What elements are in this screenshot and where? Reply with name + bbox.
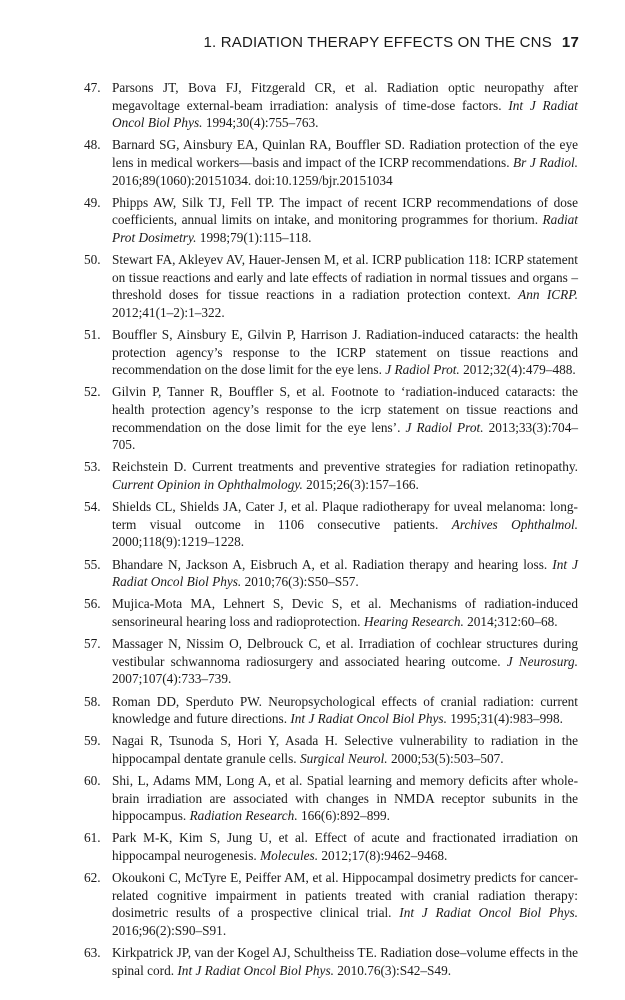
reference-details: 1998;79(1):115–118. <box>199 229 312 245</box>
reference-details: 2013;33(3):704–705. <box>112 419 579 453</box>
reference-text: Shi, L, Adams MM, Long A, et al. Spatial learning and memory deficits after whole-brain irradiation are associated with changes in NMDA receptor subunits in the hippocampus. <box>112 773 578 824</box>
reference-item <box>84 326 578 379</box>
reference-journal: Int J Radiat Oncol Biol Phys. <box>399 905 579 921</box>
chapter-title: 1. RADIATION THERAPY EFFECTS ON THE CNS <box>203 34 552 51</box>
reference-text: Roman DD, Sperduto PW. Neuropsychological effects of cranial radiation: current knowledge and future directions. <box>112 693 578 727</box>
reference-journal: Int J Radiat Oncol Biol Phys. <box>112 97 579 131</box>
reference-journal: Archives Ophthalmol. <box>451 516 578 532</box>
reference-journal: Current Opinion in Ophthalmology. <box>112 477 303 493</box>
reference-item <box>84 136 578 189</box>
reference-journal: Ann ICRP. <box>518 287 578 303</box>
reference-number: 61. <box>84 830 101 846</box>
reference-item <box>84 829 578 864</box>
reference-number: 54. <box>84 499 101 515</box>
reference-details: 2012;41(1–2):1–322. <box>112 304 225 320</box>
reference-journal: Int J Radiat Oncol Biol Phys. <box>290 711 447 727</box>
reference-journal: Int J Radiat Oncol Biol Phys. <box>177 962 334 978</box>
reference-text: Phipps AW, Silk TJ, Fell TP. The impact of recent ICRP recommendations of dose coefficients, annual limits on intake, and monitoring programmes for thorium. <box>112 194 578 228</box>
reference-item <box>84 458 578 493</box>
reference-item <box>84 79 578 132</box>
running-header <box>203 34 579 51</box>
reference-number: 53. <box>84 459 101 475</box>
reference-item <box>84 693 578 728</box>
reference-text: Gilvin P, Tanner R, Bouffler S, et al. Footnote to ‘radiation-induced cataracts: the health protection agency’s response to the icrp statement on tissue reactions and recommendation on the dose limit for the eye lens’. <box>112 384 578 435</box>
reference-number: 48. <box>84 137 101 153</box>
reference-text: Bhandare N, Jackson A, Eisbruch A, et al. Radiation therapy and hearing loss. <box>112 556 548 572</box>
reference-number: 51. <box>84 327 101 343</box>
reference-number: 52. <box>84 384 101 400</box>
reference-number: 49. <box>84 194 101 210</box>
reference-journal: Radiat Prot Dosimetry. <box>112 212 579 245</box>
reference-details: 166(6):892–899. <box>300 808 390 824</box>
reference-text: Barnard SG, Ainsbury EA, Quinlan RA, Bouffler SD. Radiation protection of the eye lens in medical workers—basis and impact of the ICRP recommendations. <box>112 137 578 170</box>
reference-item <box>84 595 578 630</box>
reference-journal: Radiation Research. <box>189 808 298 824</box>
reference-number: 47. <box>84 80 101 95</box>
reference-details: 2010.76(3):S42–S49. <box>337 962 452 978</box>
reference-text: Reichstein D. Current treatments and preventive strategies for radiation retinopathy. <box>112 459 578 475</box>
reference-details: 2010;76(3):S50–S57. <box>244 574 359 590</box>
reference-details: 1994;30(4):755–763. <box>205 115 319 131</box>
reference-details: 1995;31(4):983–998. <box>450 711 563 727</box>
reference-journal: Int J Radiat Oncol Biol Phys. <box>112 556 578 590</box>
reference-number: 50. <box>84 252 101 268</box>
reference-details: 2012;17(8):9462–9468. <box>321 848 448 864</box>
page-number: 17 <box>561 34 579 51</box>
reference-details: 2000;118(9):1219–1228. <box>112 534 245 550</box>
reference-text: Shields CL, Shields JA, Cater J, et al. Plaque radiotherapy for uveal melanoma: long-term visual outcome in 1106 consecutive patients. <box>112 499 578 532</box>
reference-number: 56. <box>84 596 101 612</box>
reference-number: 58. <box>84 693 101 709</box>
reference-number: 62. <box>84 870 101 886</box>
reference-text: Massager N, Nissim O, Delbrouck C, et al. Irradiation of cochlear structures during vestibular schwannoma radiosurgery and associated hearing outcome. <box>112 636 578 669</box>
reference-journal: J Radiol Prot. <box>405 419 484 435</box>
reference-details: 2007;107(4):733–739. <box>112 671 232 687</box>
reference-text: Okoukoni C, McTyre E, Peiffer AM, et al. Hippocampal dosimetry predicts for cancer-related cognitive impairment in patients treated with cranial radiation therapy: dosimetric results of a prospective clinical trial. <box>112 870 578 921</box>
reference-item <box>84 944 578 979</box>
reference-text: Nagai R, Tsunoda S, Hori Y, Asada H. Selective vulnerability to radiation in the hippocampal dentate granule cells. <box>112 733 578 766</box>
reference-item <box>84 251 578 321</box>
reference-text: Park M-K, Kim S, Jung U, et al. Effect of acute and fractionated irradiation on hippocampal neurogenesis. <box>112 830 578 864</box>
reference-details: 2000;53(5):503–507. <box>390 750 504 766</box>
reference-item <box>84 556 578 591</box>
reference-item <box>84 732 578 767</box>
reference-number: 57. <box>84 636 101 652</box>
reference-journal: J Neurosurg. <box>506 653 578 669</box>
reference-journal: J Radiol Prot. <box>385 362 460 378</box>
reference-text: Stewart FA, Akleyev AV, Hauer-Jensen M, et al. ICRP publication 118: ICRP statement on tissue reactions and early and late effects of radiation in normal tissues and organs – threshold doses for tissue reactions in a radiation protection context. <box>112 252 578 303</box>
reference-number: 63. <box>84 945 101 961</box>
reference-number: 60. <box>84 773 101 789</box>
reference-number: 59. <box>84 733 101 749</box>
reference-item <box>84 772 578 825</box>
reference-text: Mujica-Mota MA, Lehnert S, Devic S, et al. Mechanisms of radiation-induced sensorineural hearing loss and radioprotection. <box>112 596 578 629</box>
reference-journal: Surgical Neurol. <box>299 750 388 766</box>
reference-item <box>84 635 578 688</box>
reference-text: Parsons JT, Bova FJ, Fitzgerald CR, et al. Radiation optic neuropathy after megavoltage external-beam irradiation: analysis of time-dose factors. <box>112 80 578 113</box>
reference-details: 2014;312:60–68. <box>467 613 558 629</box>
reference-number: 55. <box>84 556 101 572</box>
reference-item <box>84 194 578 247</box>
reference-journal: Molecules. <box>260 848 319 864</box>
reference-item <box>84 498 578 551</box>
reference-list <box>84 79 578 984</box>
reference-item <box>84 869 578 939</box>
reference-details: 2016;96(2):S90–S91. <box>112 923 227 939</box>
reference-details: 2016;89(1060):20151034. doi:10.1259/bjr.20151034 <box>112 172 393 188</box>
reference-text: Kirkpatrick JP, van der Kogel AJ, Schultheiss TE. Radiation dose–volume effects in the spinal cord. <box>112 945 578 978</box>
reference-item <box>84 383 578 453</box>
reference-details: 2012;32(4):479–488. <box>463 362 576 378</box>
reference-text: Bouffler S, Ainsbury E, Gilvin P, Harrison J. Radiation-induced cataracts: the health protection agency’s response to the ICRP statement on tissue reactions and recommendation on the dose limit for the eye lens. <box>112 327 578 378</box>
reference-journal: Hearing Research. <box>363 613 464 629</box>
reference-journal: Br J Radiol. <box>513 154 578 170</box>
reference-details: 2015;26(3):157–166. <box>306 477 419 493</box>
